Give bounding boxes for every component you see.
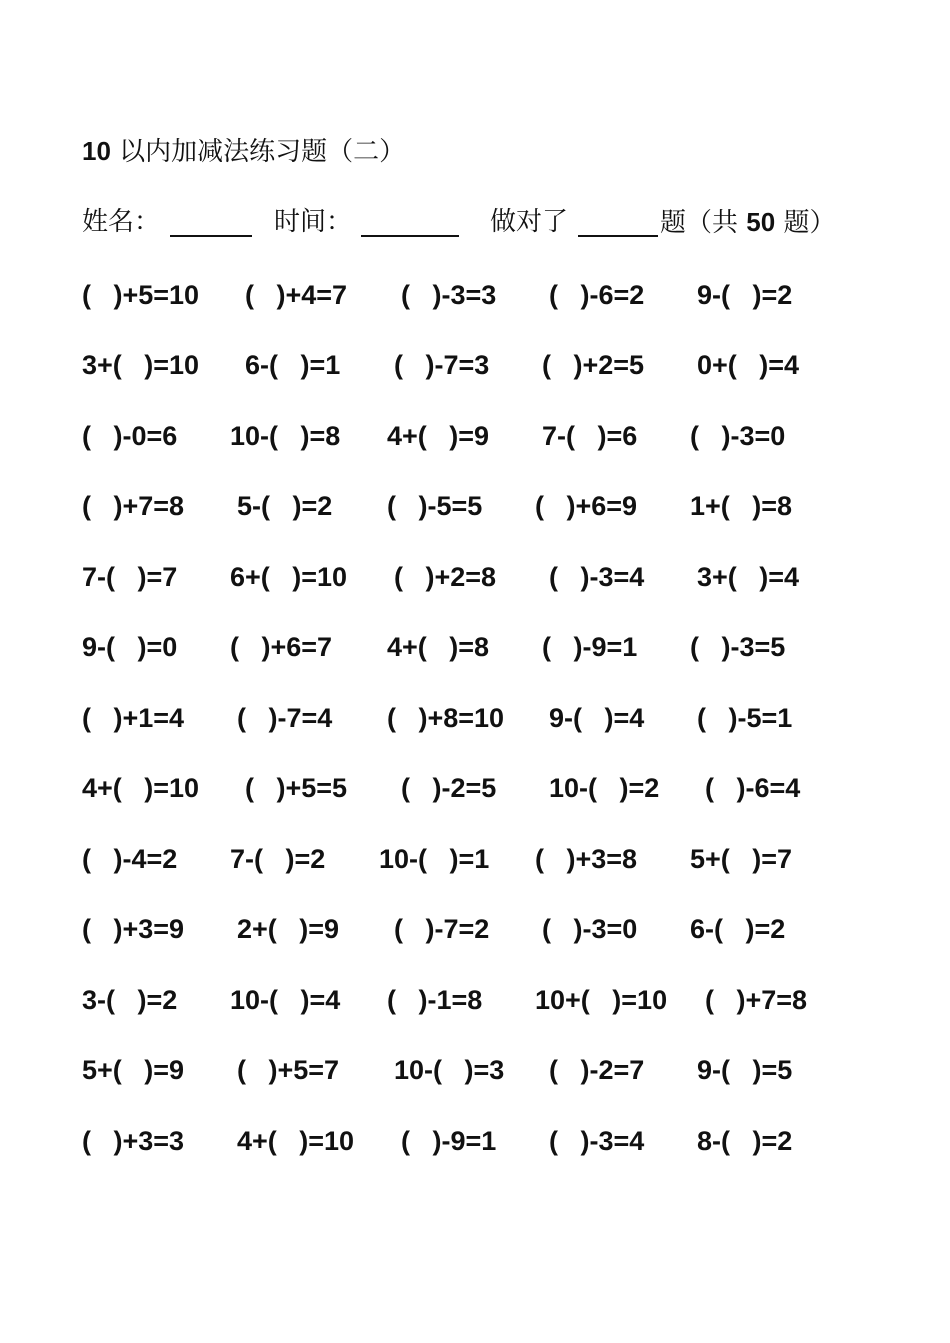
math-problem: 4+( )=10	[237, 1126, 355, 1156]
math-problem: 3+( )=10	[82, 350, 200, 380]
math-problem: ( )+7=8	[82, 491, 185, 521]
math-problem: ( )+2=5	[542, 350, 645, 380]
math-problem: ( )-9=1	[542, 632, 638, 662]
math-problem: ( )+3=8	[535, 844, 638, 874]
math-problem: ( )-9=1	[401, 1126, 497, 1156]
math-problem: ( )+6=9	[535, 491, 638, 521]
math-problem: ( )+2=8	[394, 562, 497, 592]
math-problem: 8-( )=2	[697, 1126, 793, 1156]
math-problem: 0+( )=4	[697, 350, 800, 380]
math-problem: 3+( )=4	[697, 562, 800, 592]
math-problem: 4+( )=10	[82, 773, 200, 803]
math-problem: ( )-0=6	[82, 421, 178, 451]
time-label: 时间：	[274, 207, 353, 237]
math-problem: 6-( )=1	[245, 350, 341, 380]
math-problem: ( )-5=5	[387, 491, 483, 521]
math-problem: ( )+5=10	[82, 280, 200, 310]
total-suffix: 题）	[775, 208, 836, 238]
math-problem: ( )+4=7	[245, 280, 348, 310]
worksheet-title	[82, 134, 405, 169]
math-problem: 6-( )=2	[690, 914, 786, 944]
title-text: 以内加减法练习题（二）	[110, 137, 406, 167]
math-problem: 2+( )=9	[237, 914, 340, 944]
math-problem: 4+( )=9	[387, 421, 490, 451]
math-problem: ( )-4=2	[82, 844, 178, 874]
math-problem: ( )-3=0	[690, 421, 786, 451]
name-blank[interactable]	[170, 235, 252, 237]
math-problem: ( )-1=8	[387, 985, 483, 1015]
math-problem: ( )-3=4	[549, 562, 645, 592]
math-problem: ( )-7=4	[237, 703, 333, 733]
math-problem: 5+( )=9	[82, 1055, 185, 1085]
math-problem: ( )-7=3	[394, 350, 490, 380]
math-problem: ( )+1=4	[82, 703, 185, 733]
math-problem: 10-( )=8	[230, 421, 341, 451]
math-problem: ( )-3=4	[549, 1126, 645, 1156]
math-problem: 10-( )=3	[394, 1055, 505, 1085]
math-problem: ( )-3=0	[542, 914, 638, 944]
math-problem: 7-( )=6	[542, 421, 638, 451]
math-problem: 10+( )=10	[535, 985, 668, 1015]
math-problem: 6+( )=10	[230, 562, 348, 592]
math-problem: ( )+5=7	[237, 1055, 340, 1085]
math-problem: ( )-3=5	[690, 632, 786, 662]
total-prefix: 题（共	[660, 208, 747, 238]
correct-count-blank[interactable]	[578, 235, 658, 237]
math-problem: ( )+6=7	[230, 632, 333, 662]
math-problem: 9-( )=4	[549, 703, 645, 733]
math-problem: 4+( )=8	[387, 632, 490, 662]
correct-label: 做对了	[490, 207, 569, 237]
math-problem: 10-( )=1	[379, 844, 490, 874]
math-problem: 1+( )=8	[690, 491, 793, 521]
math-problem: ( )+7=8	[705, 985, 808, 1015]
math-problem: 9-( )=0	[82, 632, 178, 662]
math-problem: 9-( )=5	[697, 1055, 793, 1085]
math-problem: ( )-2=7	[549, 1055, 645, 1085]
math-problem: ( )-5=1	[697, 703, 793, 733]
math-problem: 5-( )=2	[237, 491, 333, 521]
math-problem: 10-( )=2	[549, 773, 660, 803]
total-number: 50	[746, 207, 776, 237]
name-label: 姓名：	[82, 207, 161, 237]
time-blank[interactable]	[361, 235, 459, 237]
math-problem: 9-( )=2	[697, 280, 793, 310]
math-problem: ( )-3=3	[401, 280, 497, 310]
math-problem: ( )-6=2	[549, 280, 645, 310]
math-problem: 3-( )=2	[82, 985, 178, 1015]
total-label	[660, 205, 835, 240]
math-problem: ( )+5=5	[245, 773, 348, 803]
math-problem: ( )-2=5	[401, 773, 497, 803]
math-problem: 5+( )=7	[690, 844, 793, 874]
math-problem: 7-( )=7	[82, 562, 178, 592]
title-number: 10	[82, 136, 111, 166]
math-problem: 7-( )=2	[230, 844, 326, 874]
math-problem: ( )+8=10	[387, 703, 505, 733]
math-problem: 10-( )=4	[230, 985, 341, 1015]
math-problem: ( )-6=4	[705, 773, 801, 803]
math-problem: ( )+3=9	[82, 914, 185, 944]
math-problem: ( )+3=3	[82, 1126, 185, 1156]
math-problem: ( )-7=2	[394, 914, 490, 944]
